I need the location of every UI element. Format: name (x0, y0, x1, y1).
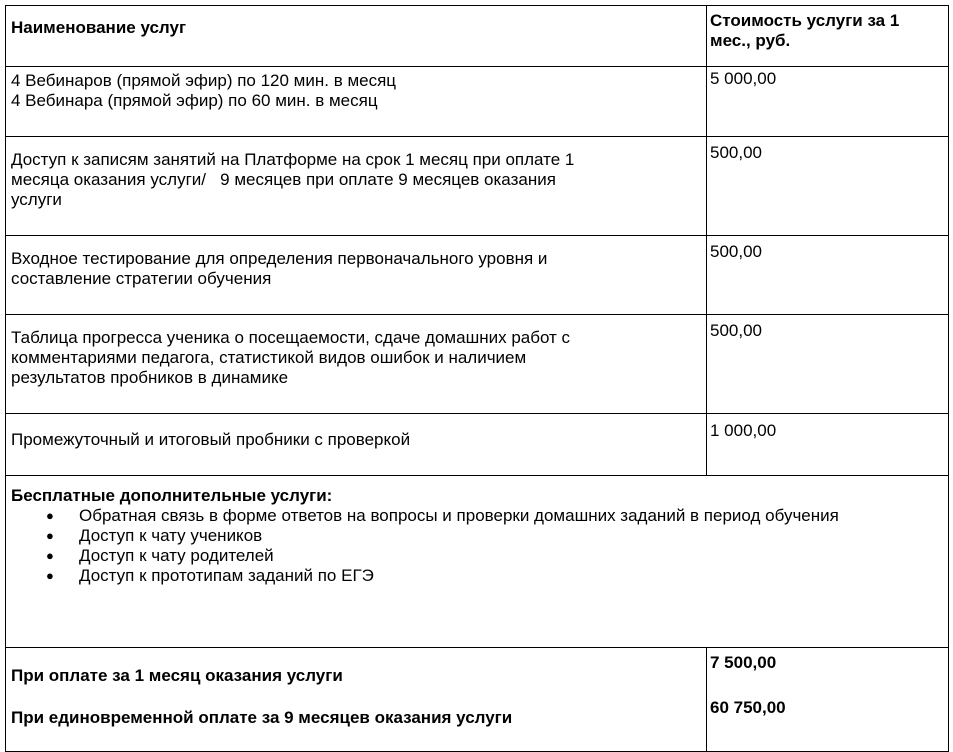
header-price-line-2: мес., руб. (710, 31, 791, 50)
service-line: комментариями педагога, статистикой видов ошибок и наличием (11, 348, 527, 367)
service-name-cell (6, 67, 707, 137)
bullet-icon: ● (46, 548, 54, 563)
bullet-icon: ● (46, 508, 54, 523)
free-services-cell (6, 476, 949, 648)
free-services-row (6, 476, 949, 648)
price-value: 1 000,00 (710, 421, 777, 440)
price-cell (707, 137, 949, 236)
price-cell (707, 236, 949, 315)
service-line: 4 Вебинаров (прямой эфир) по 120 мин. в месяц (11, 71, 397, 90)
service-name-cell (6, 137, 707, 236)
table-row (6, 414, 949, 476)
service-name-cell (6, 414, 707, 476)
service-line: 4 Вебинара (прямой эфир) по 60 мин. в месяц (11, 91, 378, 110)
free-services-title: Бесплатные дополнительные услуги: (11, 486, 333, 505)
list-item-text: Доступ к чату родителей (79, 546, 274, 565)
service-line: месяца оказания услуги/ 9 месяцев при оплате 9 месяцев оказания (11, 170, 556, 189)
price-cell (707, 414, 949, 476)
price-value: 5 000,00 (710, 69, 777, 88)
service-line: составление стратегии обучения (11, 269, 272, 288)
header-service-name (6, 6, 707, 67)
list-item-text: Доступ к прототипам заданий по ЕГЭ (79, 566, 374, 585)
monthly-total-price: 7 500,00 (710, 653, 777, 672)
list-item-text: Доступ к чату учеников (79, 526, 263, 545)
price-cell (707, 67, 949, 137)
monthly-total-label: При оплате за 1 месяц оказания услуги (11, 666, 343, 685)
list-item (11, 566, 940, 586)
bullet-icon: ● (46, 568, 54, 583)
header-price (707, 6, 949, 67)
full-total-price: 60 750,00 (710, 698, 786, 717)
service-line: Таблица прогресса ученика о посещаемости, сдаче домашних работ с (11, 328, 571, 347)
price-value: 500,00 (710, 242, 762, 261)
totals-row (6, 648, 949, 752)
table-row (6, 236, 949, 315)
table-row (6, 67, 949, 137)
service-line: Промежуточный и итоговый пробники с проверкой (11, 430, 411, 449)
price-value: 500,00 (710, 321, 762, 340)
list-item (11, 546, 940, 566)
header-price-line-1: Стоимость услуги за 1 (710, 11, 900, 30)
table-header-row (6, 6, 949, 67)
service-name-cell (6, 236, 707, 315)
service-line: Входное тестирование для определения первоначального уровня и (11, 249, 548, 268)
table-row (6, 137, 949, 236)
list-item-text: Обратная связь в форме ответов на вопросы и проверки домашних заданий в период обучения (79, 506, 839, 525)
table-row (6, 315, 949, 414)
service-name-cell (6, 315, 707, 414)
totals-price-cell (707, 648, 949, 752)
totals-label-cell (6, 648, 707, 752)
price-cell (707, 315, 949, 414)
price-value: 500,00 (710, 143, 762, 162)
list-item (11, 526, 940, 546)
full-total-label: При единовременной оплате за 9 месяцев оказания услуги (11, 708, 513, 727)
free-services-list (11, 506, 948, 586)
service-line: услуги (11, 190, 62, 209)
service-line: Доступ к записям занятий на Платформе на срок 1 месяц при оплате 1 (11, 150, 575, 169)
service-line: результатов пробников в динамике (11, 368, 289, 387)
services-price-table (5, 5, 949, 752)
bullet-icon: ● (46, 528, 54, 543)
header-service-label: Наименование услуг (11, 18, 187, 37)
list-item (11, 506, 940, 526)
